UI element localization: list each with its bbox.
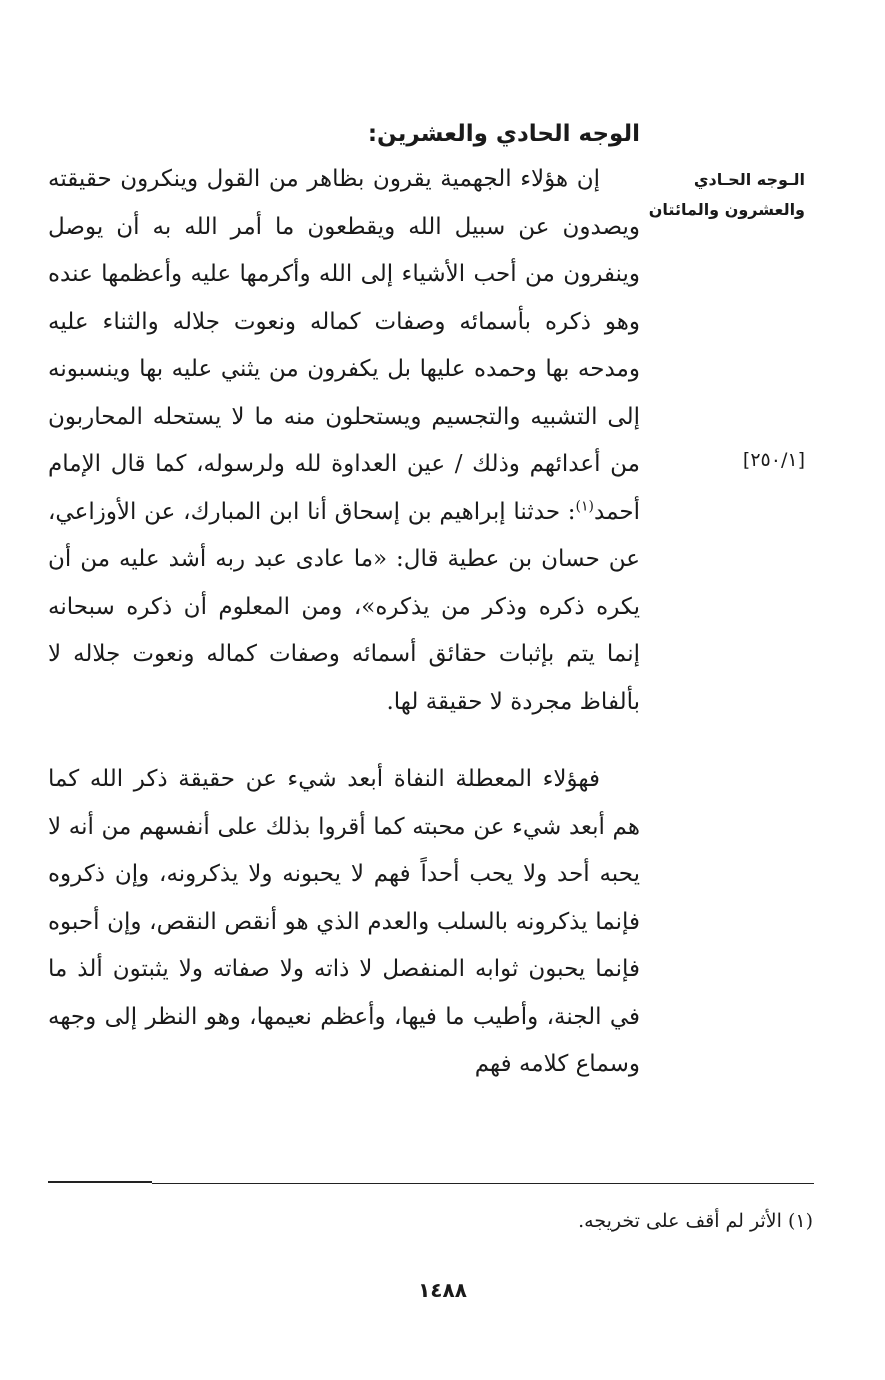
footnote-separator-line	[152, 1183, 814, 1184]
main-text-column	[48, 112, 640, 1089]
margin-section-label: الـوجه الحـادي والعشرون والمائتان	[648, 170, 805, 219]
margin-page-reference: [٢٥٠/١]	[742, 449, 805, 471]
footnote-separator-short	[48, 1181, 152, 1183]
footnote	[113, 1204, 813, 1238]
paragraph-2: فهؤلاء المعطلة النفاة أبعد شيء عن حقيقة ذكر الله كما هم أبعد شيء عن محبته كما أقروا بذلك على أنفسهم من أنه لا يحبه أحد ولا يحب أحداً فهم لا يحبونه ولا يذكرونه، وإن ذكروه فإنما يذكرونه بالسلب والعدم الذي هو أنقص النقص، وإن أحبوه فإنما يحبون ثوابه المنفصل لا ذاته ولا صفاته ولا يثبتون ألذ ما في الجنة، وأطيب ما فيها، وأعظم نعيمها، وهو النظر إلى وجهه وسماع كلامه فهم	[48, 766, 640, 1077]
page-number: ١٤٨٨	[418, 1278, 467, 1302]
footnote-reference: (١)	[575, 497, 595, 514]
paragraph-1	[48, 156, 640, 726]
footnote-text: الأثر لم أقف على تخريجه.	[578, 1210, 788, 1232]
paragraph-1-part-b: : حدثنا إبراهيم بن إسحاق أنا ابن المبارك، عن الأوزاعي، عن حسان بن عطية قال: «ما عادى عبد ربه أشد عليه من أن يكره ذكره وذكر من يذكره»، ومن المعلوم أن ذكره سبحانه إنما يتم بإثبات حقائق أسمائه وصفات كماله ونعوت جلاله لا بألفاظ مجردة لا حقيقة لها.	[48, 498, 640, 715]
footnote-marker: (١)	[787, 1210, 813, 1232]
paragraph-1-part-a: إن هؤلاء الجهمية يقرون بظاهر من القول وينكرون حقيقته ويصدون عن سبيل الله ويقطعون ما أمر الله به أن يوصل وينفرون من أحب الأشياء إلى الله وأكرمها عليه وأعظمها عنده وهو ذكره بأسمائه وصفات كماله ونعوت جلاله والثناء عليه ومدحه بها وحمده عليها بل يكفرون من يثني عليه بها وينسبونه إلى التشبيه والتجسيم ويستحلون منه ما لا يستحله المحاربون من أعدائهم وذلك / عين العداوة لله ولرسوله، كما قال الإمام أحمد	[48, 166, 640, 525]
section-heading: الوجه الحادي والعشرين:	[367, 121, 640, 147]
